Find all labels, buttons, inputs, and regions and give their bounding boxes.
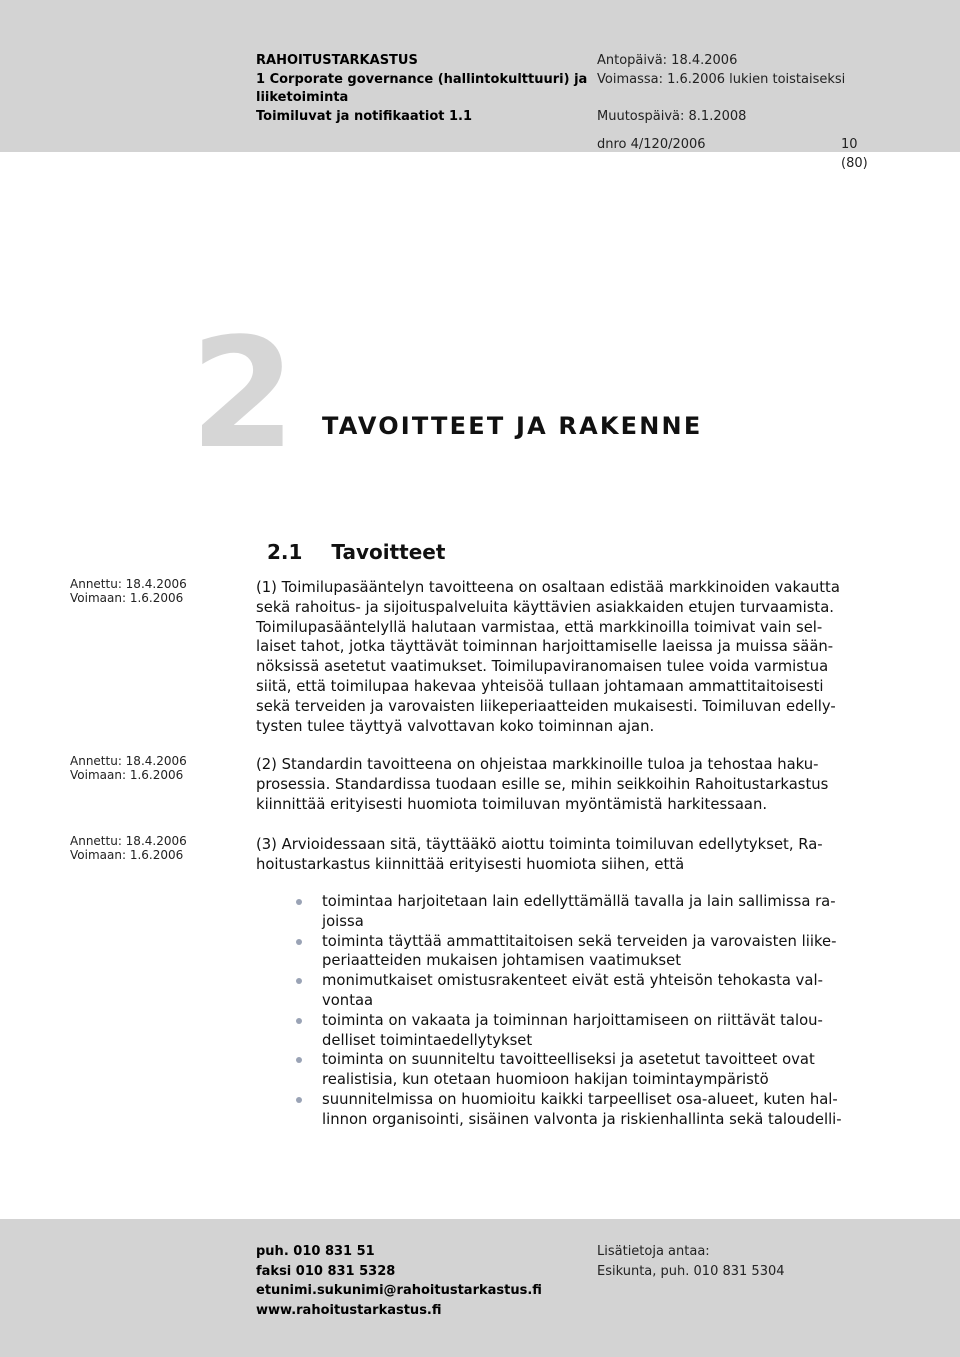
margin-note: [70, 755, 187, 782]
margin-note: [70, 835, 187, 862]
text-line: toiminta on suunniteltu tavoitteelliseksi ja asetetut tavoitteet ovat: [322, 1051, 815, 1069]
margin-note-effective: Voimaan: 1.6.2006: [70, 590, 184, 605]
bullet-icon: [296, 899, 302, 905]
header-right-block: [597, 52, 868, 171]
text-line: delliset toimintaedellytykset: [322, 1031, 533, 1049]
bullet-icon: [296, 1097, 302, 1103]
criteria-list: [296, 892, 896, 1130]
header-standard-title: 1 Corporate governance (hallintokulttuuri) ja: [256, 71, 588, 87]
page-header: [0, 0, 960, 171]
header-dnro: dnro 4/120/2006: [597, 137, 706, 152]
text-line: suunnitelmissa on huomioitu kaikki tarpeelliset osa-alueet, kuten hal-: [322, 1090, 838, 1108]
list-item: [296, 1050, 896, 1090]
margin-note-effective: Voimaan: 1.6.2006: [70, 767, 184, 782]
footer-email: etunimi.sukunimi@rahoitustarkastus.fi: [256, 1283, 542, 1298]
text-line: (2) Standardin tavoitteena on ohjeistaa markkinoille tuloa ja tehostaa haku-: [256, 756, 819, 773]
text-line: linnon organisointi, sisäinen valvonta ja riskienhallinta sekä taloudelli-: [322, 1110, 842, 1128]
text-line: (3) Arvioidessaan sitä, täyttääkö aiottu toiminta toimiluvan edellytykset, Ra-: [256, 836, 823, 853]
margin-note-issued: Annettu: 18.4.2006: [70, 754, 187, 768]
bullet-icon: [296, 939, 302, 945]
header-standard-subtitle: Toimiluvat ja notifikaatiot 1.1: [256, 108, 473, 124]
text-line: monimutkaiset omistusrakenteet eivät estä yhteisön tehokasta val-: [322, 972, 823, 990]
text-line: vontaa: [322, 991, 374, 1009]
text-line: hoitustarkastus kiinnittää erityisesti huomiota siihen, että: [256, 855, 685, 873]
footer-info-contact: Esikunta, puh. 010 831 5304: [597, 1263, 785, 1279]
text-line: prosessia. Standardissa tuodaan esille se, mihin seikkoihin Rahoitustarkastus: [256, 775, 829, 793]
paragraph-3: [256, 835, 906, 875]
text-line: toiminta on vakaata ja toiminnan harjoittamiseen on riittävät talou-: [322, 1011, 823, 1029]
footer-phone: puh. 010 831 51: [256, 1244, 375, 1259]
text-line: tysten tulee täyttyä valvottavan koko toiminnan ajan.: [256, 717, 655, 735]
footer-info-label: Lisätietoja antaa:: [597, 1244, 710, 1259]
header-page-number: 10 (80): [841, 137, 868, 171]
footer-info-block: [597, 1242, 785, 1281]
text-line: realistisia, kun otetaan huomioon hakijan toimintaympäristö: [322, 1071, 769, 1089]
header-left-block: [256, 52, 587, 126]
margin-note-issued: Annettu: 18.4.2006: [70, 834, 187, 848]
list-item: [296, 1090, 896, 1130]
header-valid-from: Voimassa: 1.6.2006 lukien toistaiseksi: [597, 71, 846, 87]
list-item: [296, 1011, 896, 1051]
header-dnro-row: [597, 136, 868, 171]
text-line: joissa: [322, 912, 364, 930]
text-line: toimintaa harjoitetaan lain edellyttämällä tavalla ja lain sallimissa ra-: [322, 893, 836, 910]
header-org-name: RAHOITUSTARKASTUS: [256, 53, 418, 68]
text-line: sekä terveiden ja varovaisten liikeperiaatteiden mukaisesti. Toimiluvan edelly-: [256, 697, 836, 715]
header-modified-date: Muutospäivä: 8.1.2008: [597, 108, 747, 124]
section-title: 2.1 Tavoitteet: [267, 540, 446, 564]
text-line: periaatteiden mukaisen johtamisen vaatimukset: [322, 952, 682, 970]
header-spacer: [597, 89, 845, 108]
chapter-title: TAVOITTEET JA RAKENNE: [322, 412, 703, 440]
text-line: laiset tahot, jotka täyttävät toiminnan harjoittamiselle laeissa ja muissa sään-: [256, 638, 834, 656]
text-line: kiinnittää erityisesti huomiota toimiluvan myöntämistä harkitessaan.: [256, 795, 768, 813]
page-footer: [0, 1219, 960, 1357]
text-line: Toimilupasääntelyllä halutaan varmistaa, että markkinoilla toimivat vain sel-: [256, 618, 823, 636]
text-line: nöksissä asetetut vaatimukset. Toimilupaviranomaisen tulee voida varmistua: [256, 658, 829, 676]
text-line: sekä rahoitus- ja sijoituspalveluita käyttävien asiakkaiden etujen turvaamista.: [256, 598, 834, 616]
margin-note-issued: Annettu: 18.4.2006: [70, 577, 187, 591]
list-item: [296, 971, 896, 1011]
text-line: siitä, että toimilupaa hakevaa yhteisöä tullaan johtamaan ammattitaitoisesti: [256, 677, 824, 695]
list-item: [296, 932, 896, 972]
list-item: [296, 892, 896, 932]
bullet-icon: [296, 1057, 302, 1063]
margin-note-effective: Voimaan: 1.6.2006: [70, 847, 184, 862]
header-issue-date: Antopäivä: 18.4.2006: [597, 53, 738, 68]
footer-fax: faksi 010 831 5328: [256, 1263, 396, 1279]
margin-note: [70, 578, 187, 605]
paragraph-2: [256, 755, 906, 814]
header-standard-title-cont: liiketoiminta: [256, 90, 349, 105]
text-line: toiminta täyttää ammattitaitoisen sekä terveiden ja varovaisten liike-: [322, 932, 837, 950]
paragraph-1: [256, 578, 906, 736]
bullet-icon: [296, 1018, 302, 1024]
footer-contact-block: [256, 1242, 542, 1320]
text-line: (1) Toimilupasääntelyn tavoitteena on osaltaan edistää markkinoiden vakautta: [256, 579, 840, 596]
chapter-number: 2: [190, 305, 296, 482]
bullet-icon: [296, 978, 302, 984]
footer-website: www.rahoitustarkastus.fi: [256, 1302, 442, 1318]
